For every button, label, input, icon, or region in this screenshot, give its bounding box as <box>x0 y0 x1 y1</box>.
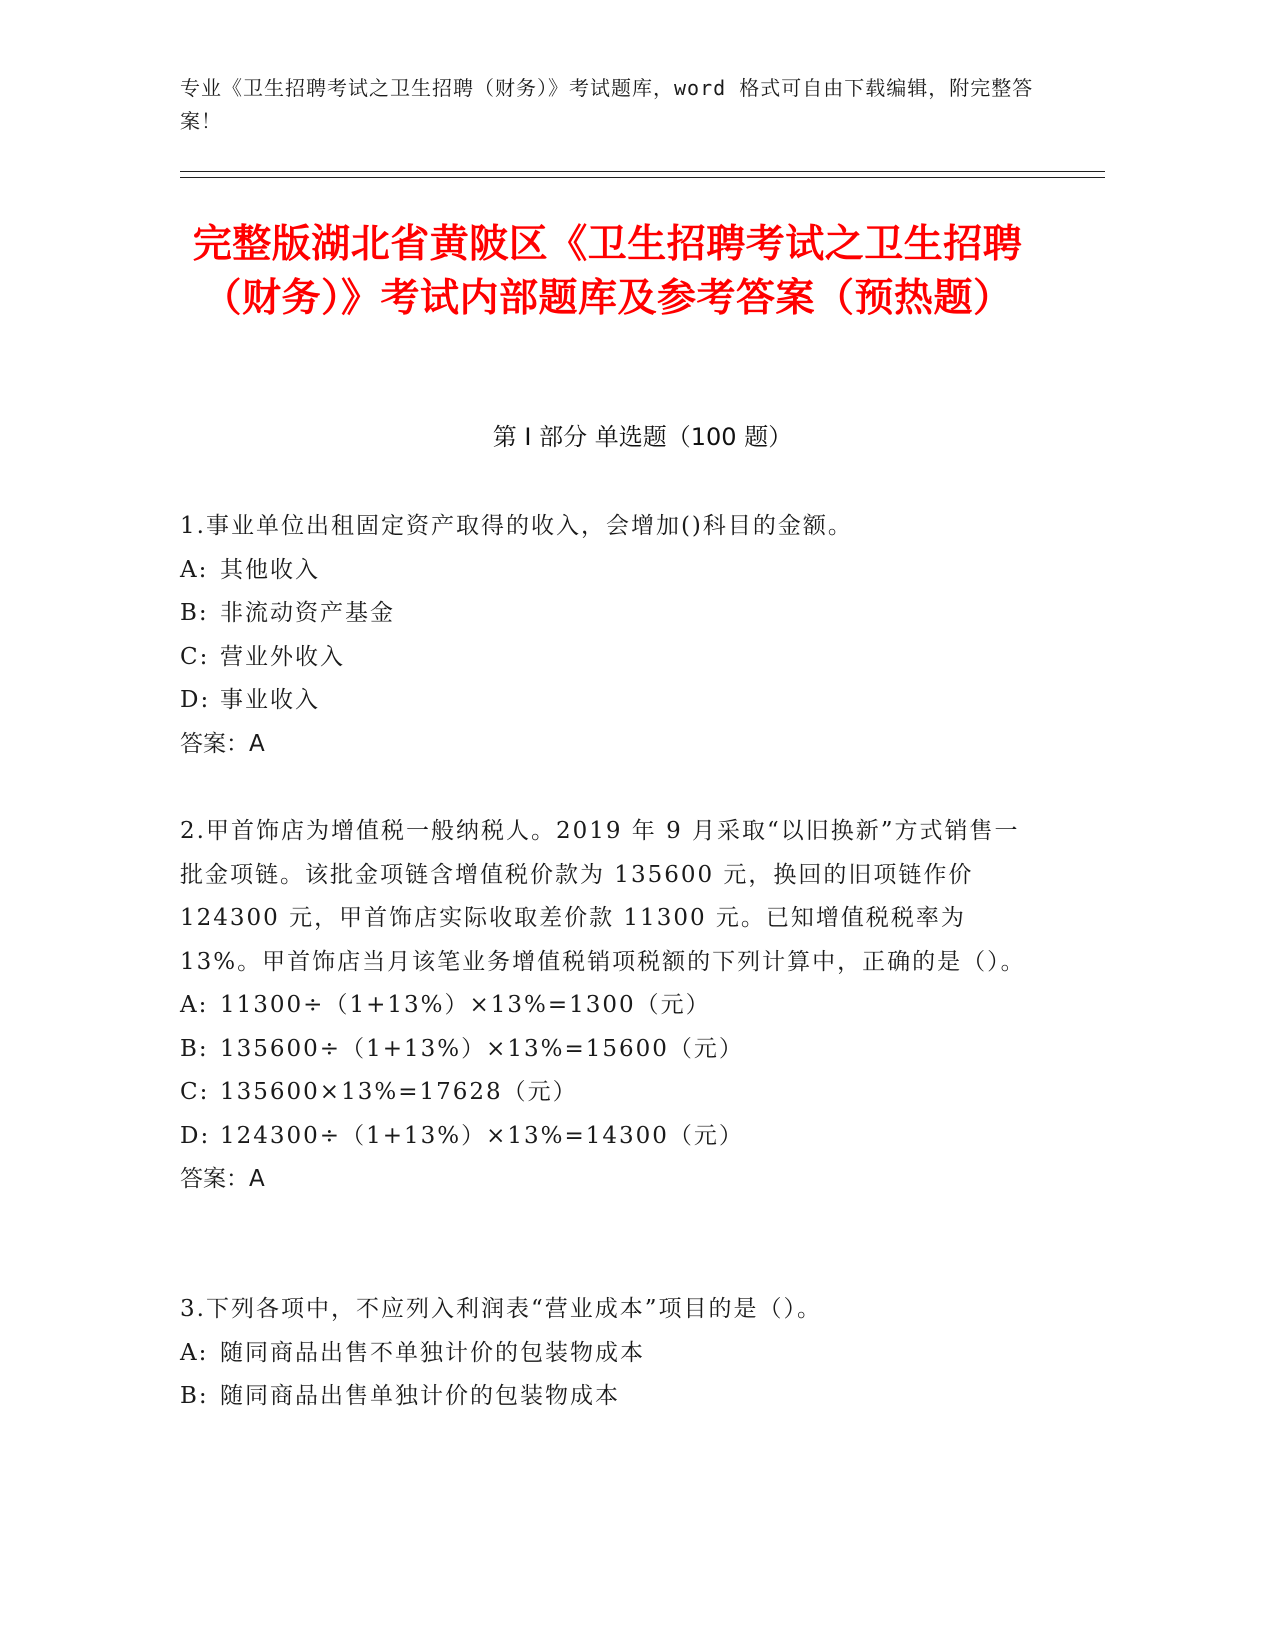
option-text: 135600÷（1+13%）×13%=15600（元） <box>220 1035 744 1062</box>
option-b <box>180 1028 1040 1072</box>
question-stem: 3.下列各项中，不应列入利润表“营业成本”项目的是（）。 <box>180 1296 822 1322</box>
option-text: 非流动资产基金 <box>220 600 395 626</box>
option-key: A: <box>180 556 209 583</box>
question-2 <box>180 810 1040 1202</box>
option-key: A: <box>180 1339 209 1366</box>
option-key: D: <box>180 1122 211 1149</box>
option-b <box>180 1375 1040 1419</box>
option-b <box>180 592 1040 636</box>
answer-label: 答案：A <box>180 730 265 757</box>
option-a <box>180 1332 1040 1376</box>
document-title: 完整版湖北省黄陂区《卫生招聘考试之卫生招聘（财务）》考试内部题库及参考答案（预热题） <box>192 222 1023 321</box>
option-key: A: <box>180 992 209 1018</box>
option-d <box>180 1115 1040 1159</box>
question-stem: 1.事业单位出租固定资产取得的收入，会增加()科目的金额。 <box>180 513 853 539</box>
option-a <box>180 984 1040 1028</box>
section-title: 第 I 部分 单选题（100 题） <box>492 423 793 451</box>
option-text: 135600×13%=17628（元） <box>220 1079 578 1105</box>
header-note: 专业《卫生招聘考试之卫生招聘（财务）》考试题库，word 格式可自由下载编辑，附完整答案！ <box>180 76 1034 133</box>
option-key: B: <box>180 1383 209 1409</box>
option-text: 随同商品出售不单独计价的包装物成本 <box>220 1339 645 1366</box>
option-text: 营业外收入 <box>220 643 345 670</box>
option-text: 124300÷（1+13%）×13%=14300（元） <box>220 1122 744 1149</box>
option-key: B: <box>180 1035 209 1062</box>
header-divider-top <box>180 171 1105 172</box>
question-3 <box>180 1288 1040 1419</box>
option-key: D: <box>180 687 211 713</box>
answer-label: 答案：A <box>180 1166 265 1192</box>
option-key: C: <box>180 643 210 670</box>
header-divider-bottom <box>180 177 1105 178</box>
option-text: 事业收入 <box>220 687 320 713</box>
option-key: B: <box>180 600 209 626</box>
option-key: C: <box>180 1079 210 1105</box>
option-text: 随同商品出售单独计价的包装物成本 <box>220 1383 620 1409</box>
option-text: 11300÷（1+13%）×13%=1300（元） <box>220 992 711 1018</box>
question-1 <box>180 505 1040 766</box>
option-c <box>180 1071 1040 1115</box>
option-text: 其他收入 <box>220 556 320 583</box>
option-d <box>180 679 1040 723</box>
option-c <box>180 636 1040 680</box>
question-stem: 2.甲首饰店为增值税一般纳税人。2019 年 9 月采取“以旧换新”方式销售一批金项链。该批金项链含增值税价款为 135600 元，换回的旧项链作价 124300 元，甲首饰店实际收取差价款 11300 元。已知增值税税率为 13%。甲首饰店当月该笔业务增值税销项税额的下列计算中，正确的是（）。 <box>180 818 1026 975</box>
option-a <box>180 549 1040 593</box>
